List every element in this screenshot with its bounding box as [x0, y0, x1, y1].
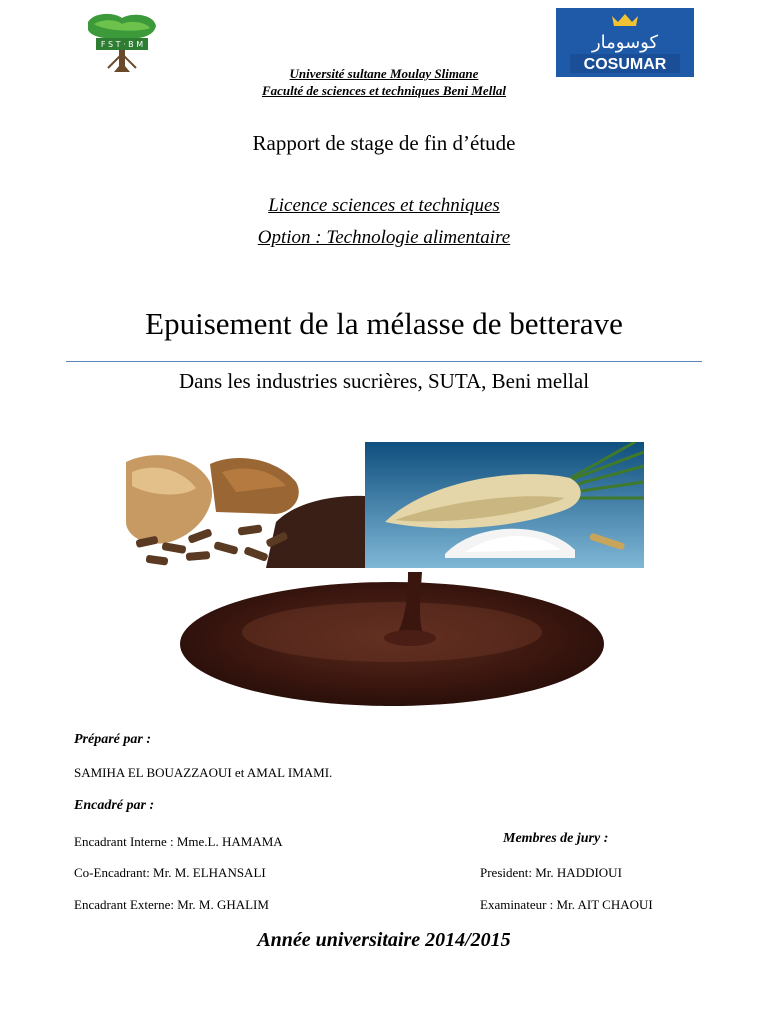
molasses-pour-image: [180, 572, 605, 712]
faculty-name: Faculté de sciences et techniques Beni Mellal: [261, 83, 507, 98]
internal-supervisor: Encadrant Interne : Mme.L. HAMAMA: [74, 834, 283, 849]
authors: SAMIHA EL BOUAZZAOUI et AMAL IMAMI.: [74, 765, 333, 780]
subtitle: Dans les industries sucrières, SUTA, Beni mellal: [178, 369, 590, 393]
svg-text:F S T · B M: F S T · B M: [100, 40, 144, 49]
fst-logo: [84, 10, 160, 74]
external-supervisor: Encadrant Externe: Mr. M. GHALIM: [74, 897, 269, 912]
jury-examiner: Examinateur : Mr. AIT CHAOUI: [480, 897, 653, 912]
sugar-beet-image: [365, 442, 644, 568]
university-name: Université sultane Moulay Slimane: [289, 66, 479, 81]
beet-pulp-pellets-image: [126, 452, 365, 568]
licence-line: Licence sciences et techniques: [268, 195, 500, 216]
report-title: Rapport de stage de fin d’étude: [252, 131, 516, 155]
prepared-by-label: Préparé par :: [74, 732, 151, 747]
jury-label: Membres de jury :: [503, 831, 609, 846]
svg-text:COSUMAR: COSUMAR: [583, 56, 667, 73]
jury-president: President: Mr. HADDIOUI: [480, 865, 622, 880]
main-title: Epuisement de la mélasse de betterave: [145, 306, 623, 341]
academic-year: Année universitaire 2014/2015: [257, 929, 511, 951]
tree-logo-icon: [84, 10, 160, 74]
title-divider: [66, 361, 702, 362]
svg-text:كوسومار: كوسومار: [591, 32, 659, 53]
supervised-by-label: Encadré par :: [74, 798, 155, 813]
option-line: Option : Technologie alimentaire: [257, 227, 511, 248]
co-supervisor: Co-Encadrant: Mr. M. ELHANSALI: [74, 865, 266, 880]
